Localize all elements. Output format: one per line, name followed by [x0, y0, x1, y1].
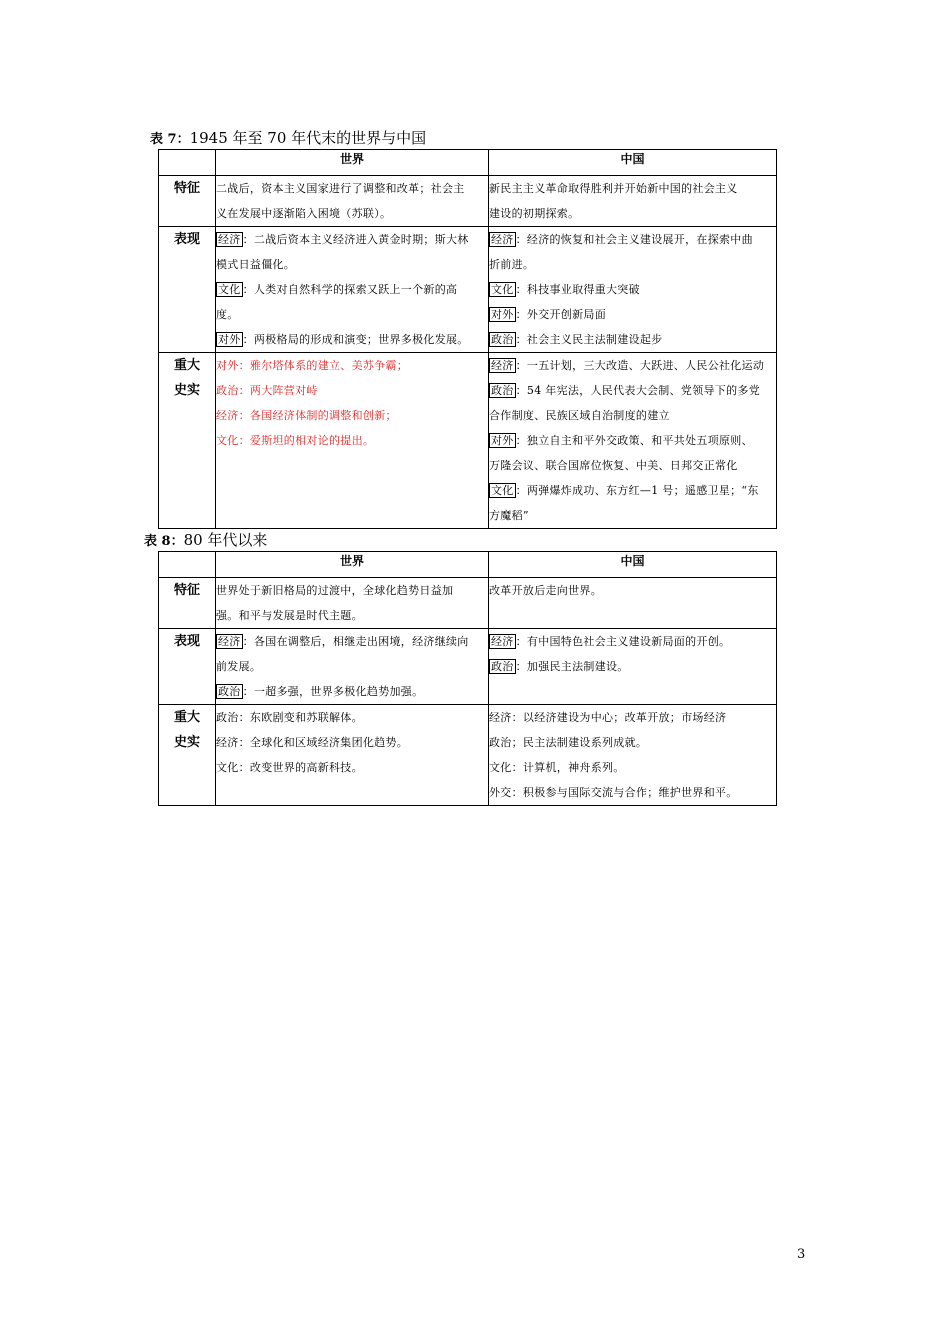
cell-text: ：社会主义民主法制建设起步	[515, 333, 663, 346]
cell-text: ：54 年宪法，人民代表大会制、党领导下的多党	[515, 384, 761, 397]
category-tag: 政治	[491, 333, 514, 346]
cell-text: ：二战后资本主义经济进入黄金时期；斯大林	[242, 233, 469, 246]
world-cell-highlighted	[216, 353, 489, 529]
cell-line	[216, 629, 488, 654]
row-head-major-facts	[159, 705, 216, 806]
table7-caption	[150, 127, 426, 148]
cell-text: ：一五计划，三大改造、大跃进、人民公社化运动	[515, 359, 765, 372]
cell-text: ：两弹爆炸成功、东方红—1 号；遥感卫星；“东	[515, 484, 759, 497]
table8-caption	[144, 529, 267, 550]
world-cell	[216, 227, 489, 353]
row-head-line: 重大	[173, 358, 200, 373]
category-tag: 文化	[491, 283, 514, 296]
cell-line: 经济：以经济建设为中心；改革开放；市场经济	[489, 711, 727, 724]
cell-line	[489, 327, 776, 352]
category-tag: 经济	[218, 635, 241, 648]
row-head-features: 特征	[159, 578, 216, 629]
table-row	[159, 578, 777, 629]
cell-line: 万隆会议、联合国席位恢复、中美、日邦交正常化	[489, 459, 738, 472]
table7-col-world: 世界	[216, 150, 489, 176]
china-cell	[489, 578, 777, 629]
cell-line	[489, 428, 776, 453]
cell-line: 方魔稻”	[489, 509, 529, 522]
cell-line: 建设的初期探索。	[489, 207, 580, 220]
cell-line: 义在发展中逐渐陷入困境（苏联）。	[216, 207, 392, 220]
cell-text: ：一超多强，世界多极化趋势加强。	[242, 685, 424, 698]
cell-line	[489, 629, 776, 654]
cell-line	[489, 302, 776, 327]
world-cell	[216, 176, 489, 227]
cell-line: 前发展。	[216, 660, 262, 673]
cell-line: 改革开放后走向世界。	[489, 584, 602, 597]
table-row	[159, 227, 777, 353]
cell-line: 政治；民主法制建设系列成就。	[489, 736, 648, 749]
category-tag: 文化	[218, 283, 241, 296]
row-head-features: 特征	[159, 176, 216, 227]
cell-line	[489, 353, 776, 378]
china-cell	[489, 176, 777, 227]
cell-line: 新民主主义革命取得胜利并开始新中国的社会主义	[489, 182, 738, 195]
table-row	[159, 705, 777, 806]
table8-col-china: 中国	[489, 552, 777, 578]
category-tag: 对外	[491, 434, 514, 447]
china-cell	[489, 227, 777, 353]
table7	[158, 149, 777, 529]
category-tag: 政治	[218, 685, 241, 698]
china-cell	[489, 705, 777, 806]
table7-caption-title: 1945 年至 70 年代末的世界与中国	[189, 129, 427, 147]
table7-header-row	[159, 150, 777, 176]
table7-caption-label: 表 7：	[150, 132, 190, 147]
cell-line: 文化：改变世界的高新科技。	[216, 761, 363, 774]
row-head-performance: 表现	[159, 227, 216, 353]
cell-line: 对外：雅尔塔体系的建立、美苏争霸；	[216, 359, 409, 372]
cell-line: 政治：东欧剧变和苏联解体。	[216, 711, 363, 724]
cell-text: ：加强民主法制建设。	[515, 660, 629, 673]
table8-header-row	[159, 552, 777, 578]
category-tag: 经济	[491, 359, 514, 372]
world-cell	[216, 705, 489, 806]
cell-line: 强。和平与发展是时代主题。	[216, 609, 363, 622]
cell-line	[489, 654, 776, 679]
table7-col-china: 中国	[489, 150, 777, 176]
row-head-line: 史实	[173, 383, 200, 398]
cell-line: 世界处于新旧格局的过渡中，全球化趋势日益加	[216, 584, 454, 597]
cell-line	[216, 277, 488, 302]
cell-line: 文化：计算机，神舟系列。	[489, 761, 625, 774]
row-head-performance: 表现	[159, 629, 216, 705]
cell-line: 经济：各国经济体制的调整和创新；	[216, 409, 397, 422]
row-head-major-facts	[159, 353, 216, 529]
cell-line: 政治：两大阵营对峙	[216, 384, 318, 397]
cell-text: ：经济的恢复和社会主义建设展开，在探索中曲	[515, 233, 753, 246]
cell-text: ：科技事业取得重大突破	[515, 283, 640, 296]
china-cell	[489, 353, 777, 529]
cell-line: 合作制度、民族区域自治制度的建立	[489, 409, 670, 422]
cell-line: 模式日益僵化。	[216, 258, 296, 271]
china-cell	[489, 629, 777, 705]
category-tag: 文化	[491, 484, 514, 497]
cell-line: 度。	[216, 308, 239, 321]
cell-line	[489, 277, 776, 302]
table8-corner-cell	[159, 552, 216, 578]
table8-caption-title: 80 年代以来	[183, 531, 268, 549]
cell-text: ：各国在调整后，相继走出困境，经济继续向	[242, 635, 469, 648]
table-row	[159, 353, 777, 529]
cell-line: 折前进。	[489, 258, 535, 271]
cell-text: ：人类对自然科学的探索又跃上一个新的高	[242, 283, 458, 296]
cell-line	[489, 227, 776, 252]
table7-corner-cell	[159, 150, 216, 176]
cell-text: ：有中国特色社会主义建设新局面的开创。	[515, 635, 731, 648]
page-number: 3	[797, 1247, 806, 1262]
row-head-line: 史实	[173, 735, 200, 750]
cell-line	[216, 327, 488, 352]
category-tag: 经济	[491, 635, 514, 648]
category-tag: 经济	[491, 233, 514, 246]
cell-line: 文化：爱斯坦的相对论的提出。	[216, 434, 375, 447]
world-cell	[216, 578, 489, 629]
table8-caption-label: 表 8：	[144, 534, 184, 549]
cell-line: 经济：全球化和区域经济集团化趋势。	[216, 736, 409, 749]
cell-line: 二战后，资本主义国家进行了调整和改革；社会主	[216, 182, 465, 195]
table8-col-world: 世界	[216, 552, 489, 578]
category-tag: 对外	[218, 333, 241, 346]
table-row	[159, 176, 777, 227]
cell-line	[489, 378, 776, 403]
category-tag: 政治	[491, 660, 514, 673]
category-tag: 经济	[218, 233, 241, 246]
table-row	[159, 629, 777, 705]
world-cell	[216, 629, 489, 705]
table8	[158, 551, 777, 806]
cell-line	[489, 478, 776, 503]
category-tag: 对外	[491, 308, 514, 321]
cell-text: ：独立自主和平外交政策、和平共处五项原则、	[515, 434, 753, 447]
cell-text: ：外交开创新局面	[515, 308, 607, 321]
cell-line	[216, 679, 488, 704]
cell-line	[216, 227, 488, 252]
row-head-line: 重大	[173, 710, 200, 725]
cell-text: ：两极格局的形成和演变；世界多极化发展。	[242, 333, 469, 346]
category-tag: 政治	[491, 384, 514, 397]
cell-line: 外交：积极参与国际交流与合作；维护世界和平。	[489, 786, 738, 799]
